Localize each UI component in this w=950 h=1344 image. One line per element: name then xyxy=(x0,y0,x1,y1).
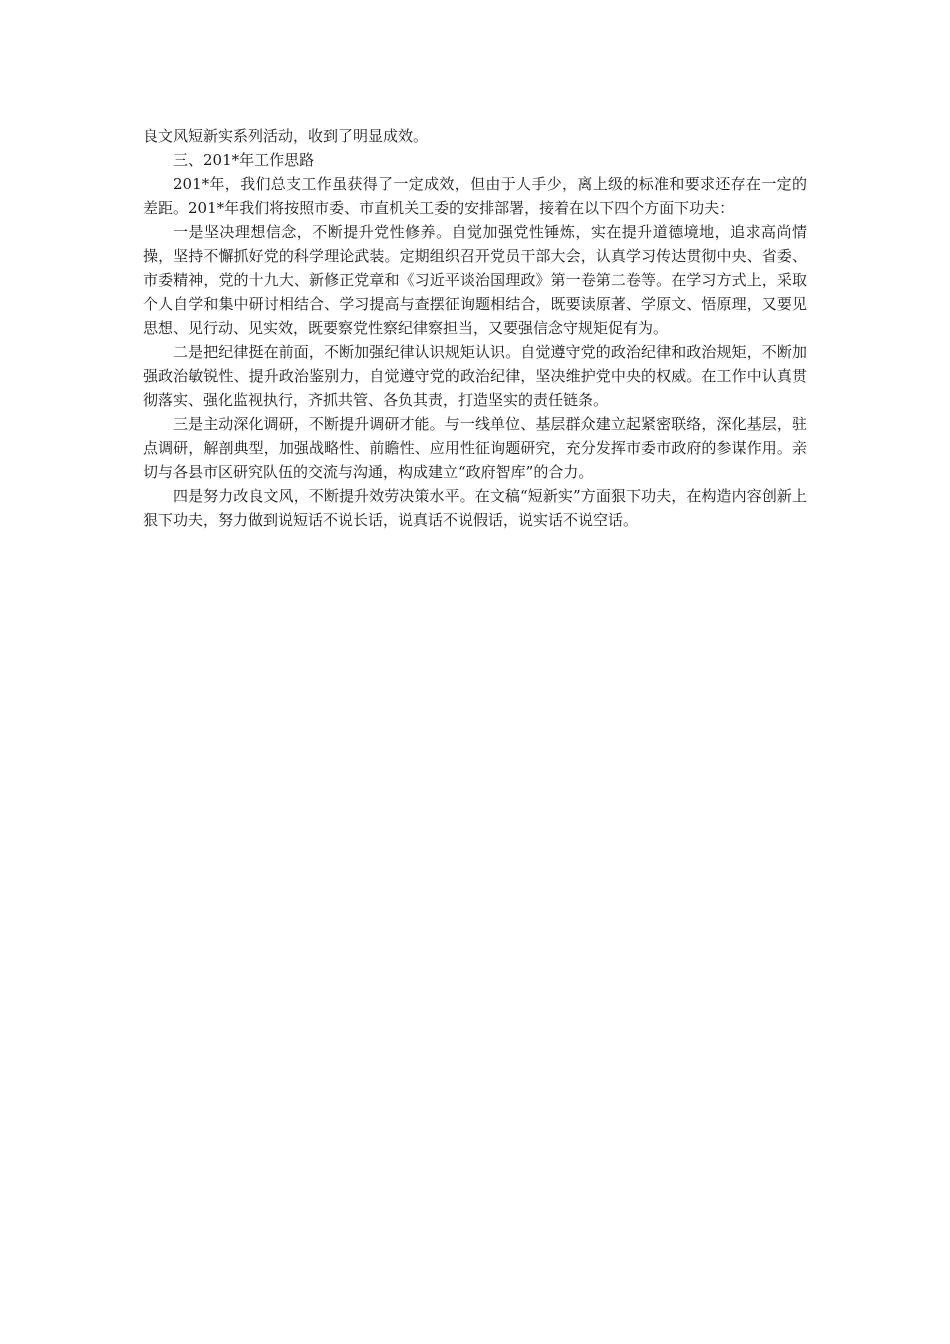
paragraph-point-1: 一是坚决理想信念，不断提升党性修养。自觉加强党性锤炼，实在提升道德境地，追求高尚情操，坚持不懈抓好党的科学理论武装。定期组织召开党员干部大会，认真学习传达贯彻中央、省委、市委精神，党的十九大、新修正党章和《习近平谈治国理政》第一卷第二卷等。在学习方式上，采取个人自学和集中研讨相结合、学习提高与查摆征询题相结合，既要读原著、学原文、悟原理，又要见思想、见行动、见实效，既要察党性察纪律察担当，又要强信念守规矩促有为。 xyxy=(143,223,807,337)
paragraph-continuation: 良文风短新实系列活动，收到了明显成效。 xyxy=(143,127,429,145)
document-body xyxy=(143,124,807,532)
paragraph-point-3: 三是主动深化调研，不断提升调研才能。与一线单位、基层群众建立起紧密联络，深化基层，驻点调研，解剖典型，加强战略性、前瞻性、应用性征询题研究，充分发挥市委市政府的参谋作用。亲切与各县市区研究队伍的交流与沟通，构成建立“政府智库”的合力。 xyxy=(143,415,807,481)
paragraph-point-4: 四是努力改良文风，不断提升效劳决策水平。在文稿“短新实”方面狠下功夫，在构造内容创新上狠下功夫，努力做到说短话不说长话，说真话不说假话，说实话不说空话。 xyxy=(143,487,807,529)
section-heading: 三、201*年工作思路 xyxy=(173,151,315,169)
paragraph-intro: 201*年，我们总支工作虽获得了一定成效，但由于人手少，离上级的标准和要求还存在一定的差距。201*年我们将按照市委、市直机关工委的安排部署，接着在以下四个方面下功夫： xyxy=(143,175,807,217)
paragraph-point-2: 二是把纪律挺在前面，不断加强纪律认识规矩认识。自觉遵守党的政治纪律和政治规矩，不断加强政治敏锐性、提升政治鉴别力，自觉遵守党的政治纪律，坚决维护党中央的权威。在工作中认真贯彻落实、强化监视执行，齐抓共管、各负其责，打造坚实的责任链条。 xyxy=(143,343,807,409)
